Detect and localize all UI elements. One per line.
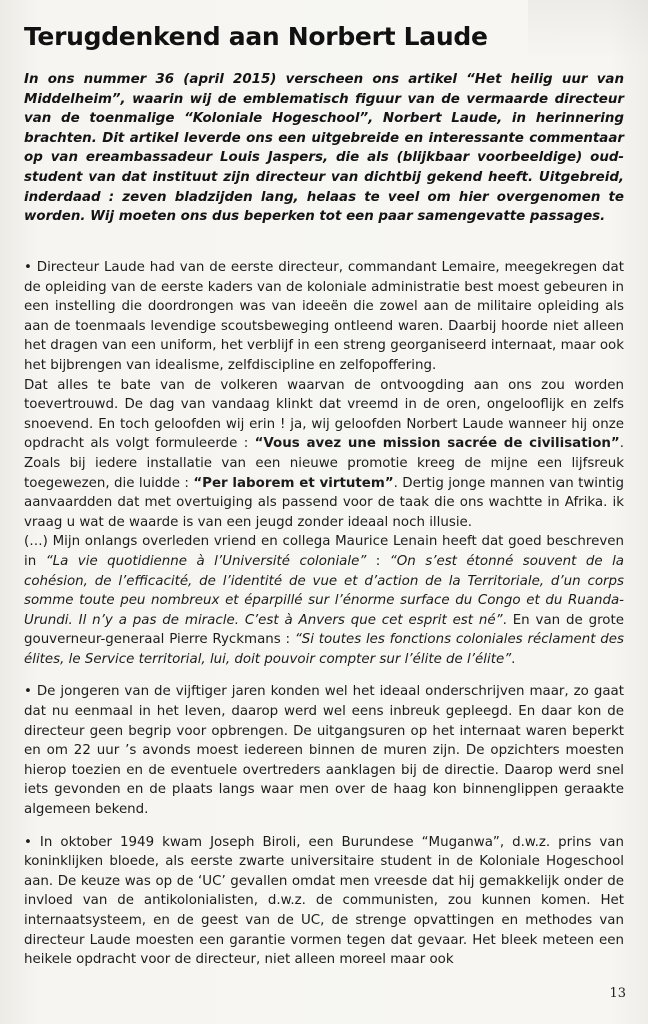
paragraph-3-text-a: (…) Mijn onlangs overleden vriend en collega Maurice Lenain heeft dat goed beschreven in [24,534,624,569]
article-intro: In ons nummer 36 (april 2015) verscheen ons artikel “Het heilig uur van Middelheim”, waarin wij de emblematisch figuur van de vermaarde directeur van de toenmalige “Koloniale Hogeschool”, Norbert Laude, in herinnering brachten. Dit artikel leverde ons een uitgebreide en interessante commentaar op van ereambassadeur Louis Jaspers, die als (blijkbaar voorbeeldige) oud-student van dat instituut zijn directeur van dichtbij gekend heeft. Uitgebreid, inderdaad : zeven bladzijden lang, helaas te veel om hier overgenomen te worden. Wij moeten ons dus beperken tot een paar samengevatte passages. [24,72,624,225]
paragraph-3 [24,532,624,669]
paragraph-5: • In oktober 1949 kwam Joseph Biroli, een Burundese “Muganwa”, d.w.z. prins van koninklijken bloede, als eerste zwarte universitaire student in de Koloniale Hogeschool aan. De keuze was op de ‘UC’ gevallen omdat men vreesde dat hij gemakkelijk onder de invloed van de antikolonialisten, d.w.z. de communisten, zou kunnen komen. Het internaatsysteem, en de geest van de UC, de strenge opvattingen en methodes van directeur Laude moesten een garantie vormen tegen dat gevaar. Het bleek meteen een heikele opdracht voor de directeur, niet alleen moreel maar ook [24,834,624,968]
article-body [24,258,624,970]
show-through-shading [528,0,648,60]
paragraph-2 [24,376,624,533]
paragraph-4: • De jongeren van de vijftiger jaren konden wel het ideaal onderschrijven maar, zo gaat dat nu eenmaal in het leven, daarop werd wel eens inbreuk gepleegd. En daar kon de directeur geen begrip voor opbrengen. De uitgangsuren op het internaat waren beperkt en om 22 uur ’s avonds moest iedereen binnen de muren zijn. De opzichters moesten hierop toezien en de eventuele overtreders aanklagen bij de directie. Daarop werd snel iets gevonden en de plaats langs waar men over de haag kon binnenglippen geraakte algemeen bekend. [24,684,624,818]
paragraph-3-text-c: . En van de grote gouverneur-generaal Pierre Ryckmans : [24,612,624,648]
paragraph-2-text-c: . Dertig jonge mannen van twintig aanvaardden dat met overtuiging als passend voor de taak die ons wachtte in Afrika. ik vraag u wat de waarde is van een jeugd zonder ideaal noch illusie. [24,475,624,530]
paragraph-2-text-b: . Zoals bij iedere installatie van een nieuwe promotie kreeg de mijne een lijfsreuk toegewezen, die luidde : [24,436,624,491]
quote-ryckmans: “Si toutes les fonctions coloniales réclament des élites, le Service territorial, lui, doit pouvoir compter sur l’élite de l’élite” [24,632,624,667]
page-number: 13 [609,986,626,1001]
paragraph-3-text-b: : [366,553,390,569]
paragraph-2-text-a: Dat alles te bate van de volkeren waarvan de ontvoogding aan ons zou worden toevertrouwd. De dag van vandaag klinkt dat vreemd in de oren, ongelooflijk en zelfs snoevend. En toch geloofden wij erin ! ja, wij geloofden Norbert Laude wanneer hij onze opdracht als volgt formuleerde : [24,377,624,452]
quote-motto: “Per laborem et virtutem” [193,475,394,491]
quote-mission-sacree: “Vous avez une mission sacrée de civilisation” [254,436,620,452]
paragraph-3-text-d: . [511,651,516,667]
quote-lenain: “On s’est étonné souvent de la cohésion, de l’efficacité, de l’identité de vue et d’action de la Territoriale, d’un corps somme toute peu nombreux et éparpillé sur l’énorme surface du Congo et du Ruanda-Urundi. Il n’y a pas de miracle. C’est à Anvers que cet esprit est né” [24,553,624,628]
book-title: “La vie quotidienne à l’Université coloniale” [45,553,367,569]
article-title: Terugdenkend aan Norbert Laude [24,22,488,51]
paragraph-1: • Directeur Laude had van de eerste directeur, commandant Lemaire, meegekregen dat de opleiding van de eerste kaders van de koloniale administratie best moest gebeuren in een instelling die doordrongen was van ideeën die zowel aan de militaire opleiding als aan de toenmaals levendige scoutsbeweging ontleend waren. Daarbij hoorde niet alleen het dragen van een uniform, het verblijf in een streng georganiseerd internaat, maar ook het bijbrengen van idealisme, zelfdiscipline en zelfopoffering. [24,260,624,373]
